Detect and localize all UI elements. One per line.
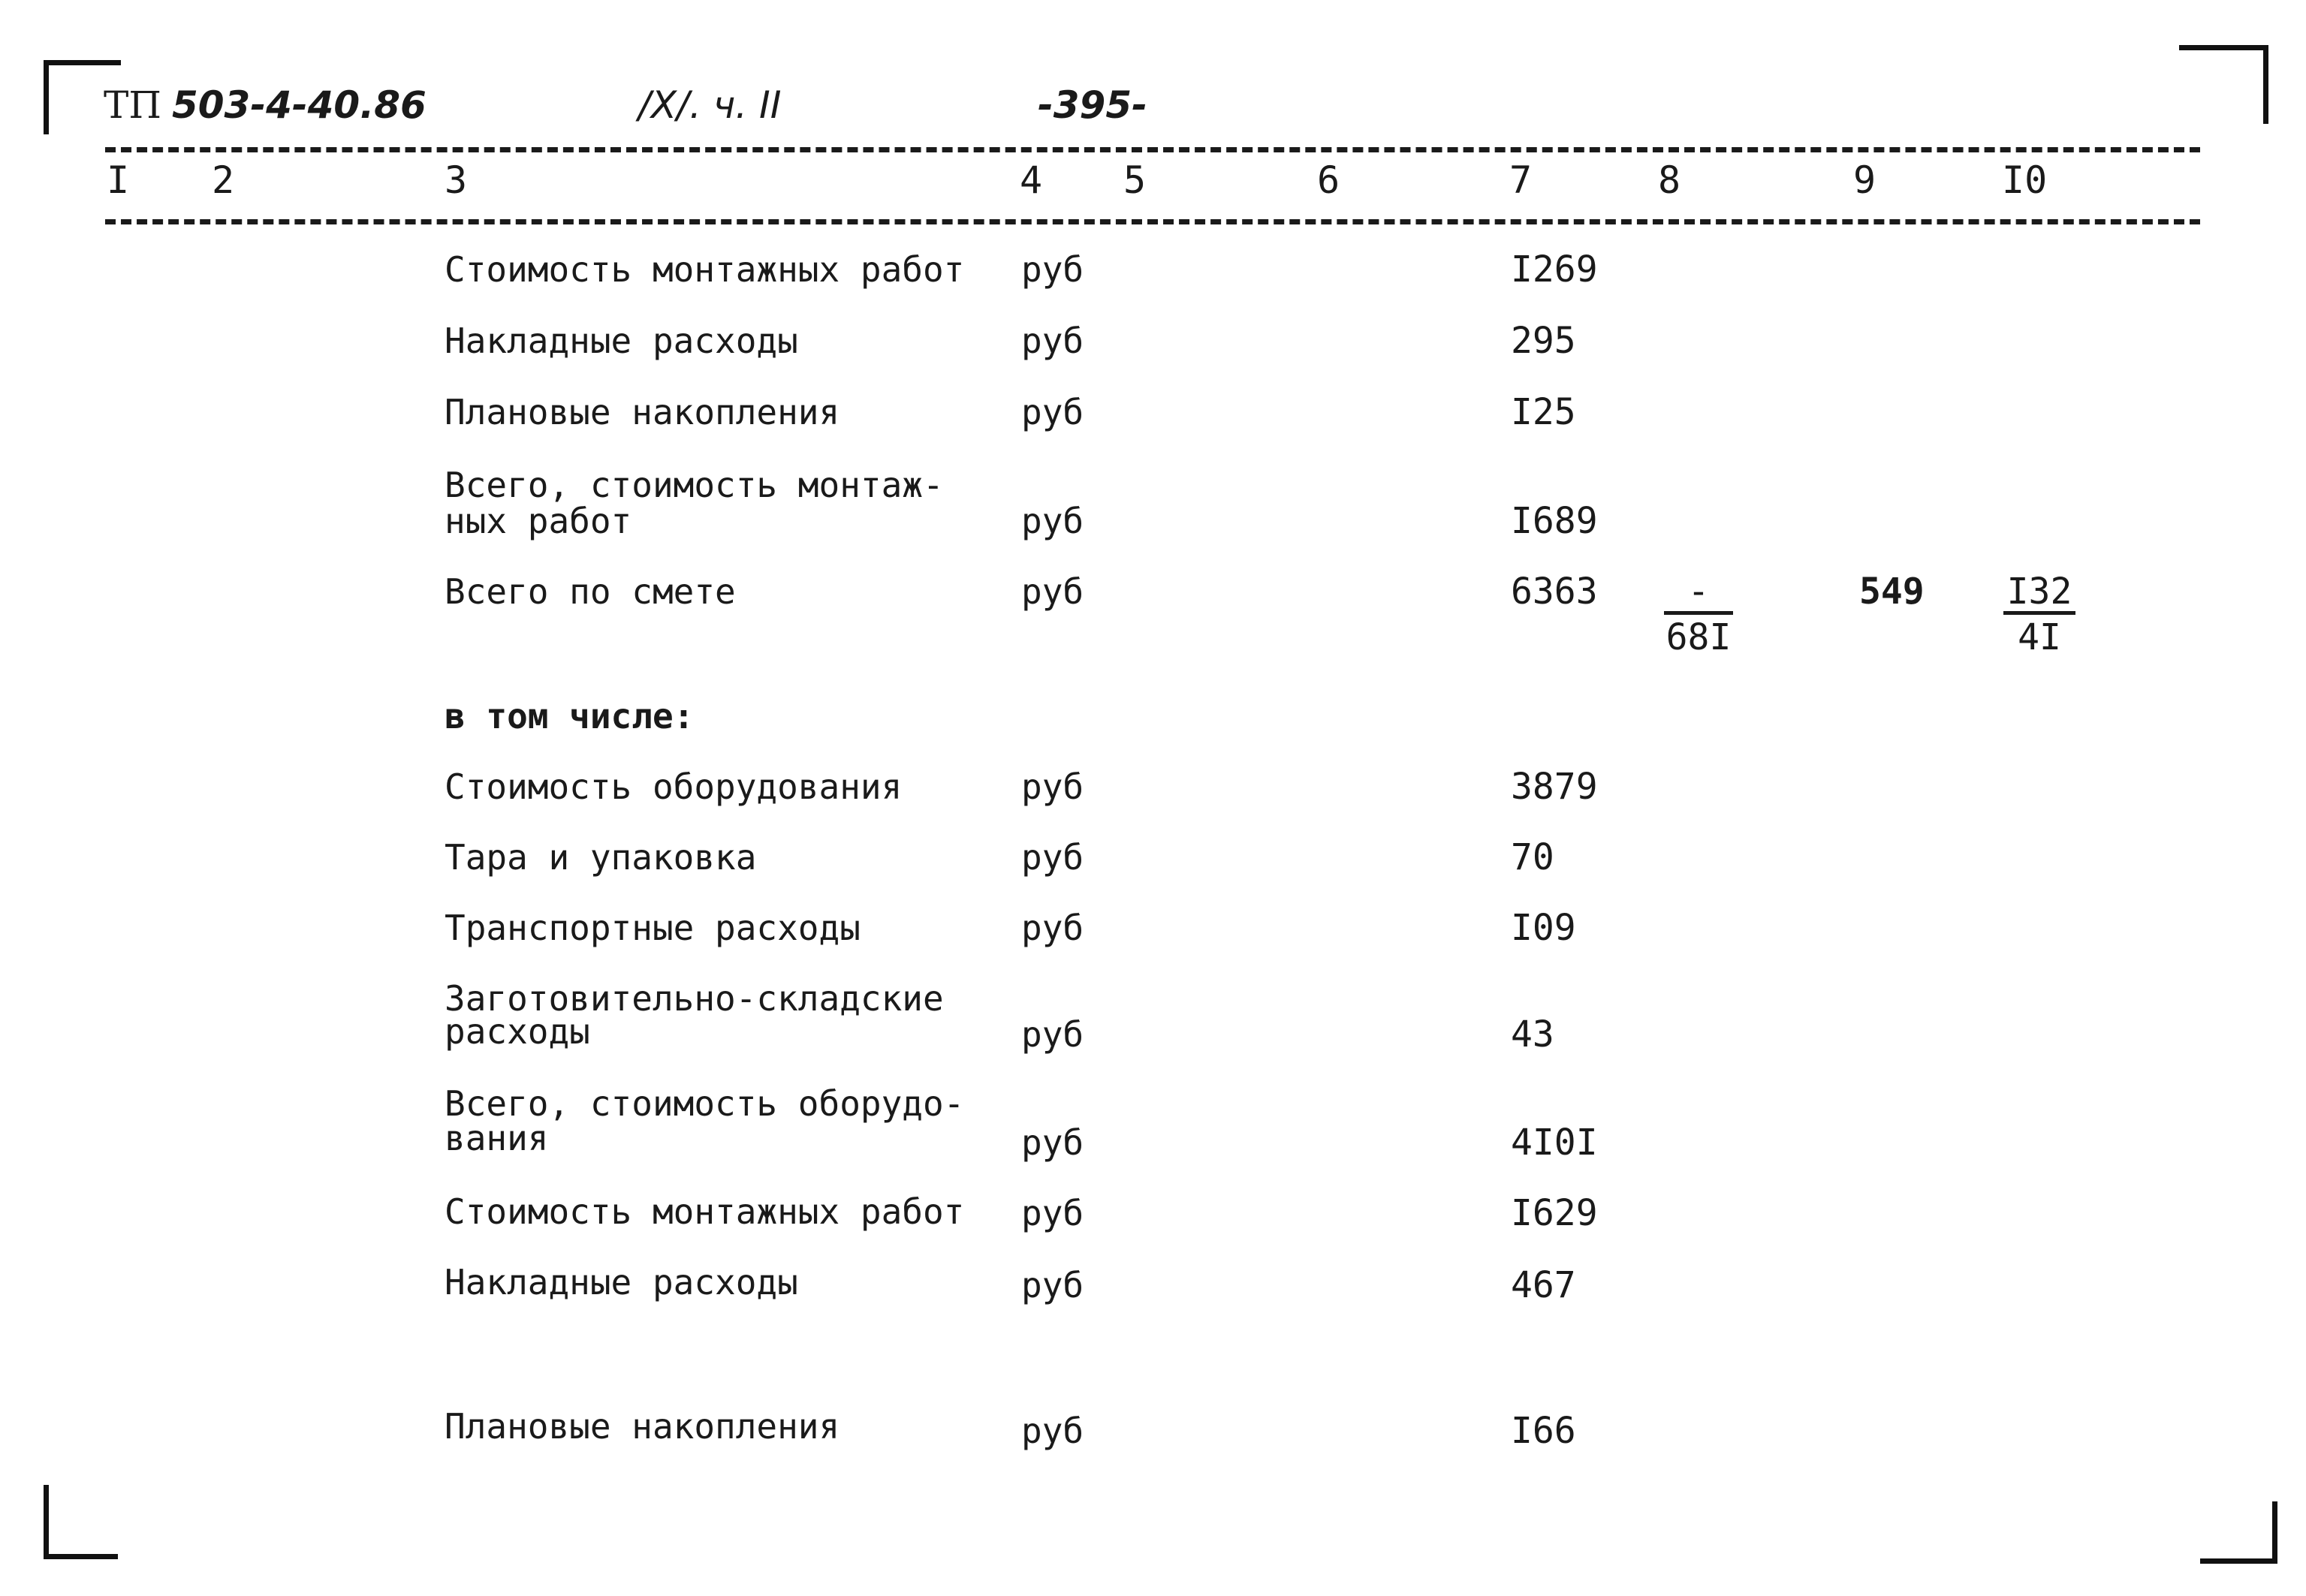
corner-mark-bottom-right	[2200, 1501, 2277, 1564]
row-unit: руб	[1021, 1193, 1084, 1233]
row-value: I689	[1511, 500, 1598, 542]
col10-numerator: I32	[2003, 574, 2075, 615]
header-dashed-rule	[105, 219, 2200, 224]
column-number-6: 6	[1317, 158, 1340, 202]
row-unit: руб	[1021, 321, 1084, 361]
doc-number: 503-4-40.86	[171, 83, 427, 127]
row-label: Стоимость монтажных работ	[445, 249, 965, 290]
row-label-line-2: вания	[445, 1118, 549, 1158]
corner-mark-top-right	[2179, 45, 2268, 124]
row-value: 295	[1511, 320, 1576, 362]
row-unit: руб	[1021, 1122, 1084, 1163]
col9-value: 549	[1859, 571, 1925, 613]
column-number-8: 8	[1658, 158, 1681, 202]
volume-label: /X/. ч. II	[638, 83, 782, 127]
column-number-5: 5	[1123, 158, 1147, 202]
row-label: Стоимость монтажных работ	[445, 1191, 965, 1232]
column-number-10: I0	[2002, 158, 2048, 202]
row-label: Плановые накопления	[445, 392, 840, 432]
row-unit: руб	[1021, 1265, 1084, 1305]
row-label: Накладные расходы	[445, 1262, 798, 1302]
row-label-line-1: Заготовительно-складские	[445, 978, 944, 1019]
column-number-2: 2	[212, 158, 235, 202]
col10-denominator: 4I	[2018, 616, 2061, 658]
row-label: Стоимость оборудования	[445, 766, 903, 807]
row-unit: руб	[1021, 392, 1084, 432]
column-number-4: 4	[1020, 158, 1043, 202]
col8-denominator: 68I	[1665, 616, 1732, 658]
row-value: 43	[1511, 1013, 1554, 1055]
column-number-9: 9	[1853, 158, 1876, 202]
column-number-7: 7	[1509, 158, 1533, 202]
row-value: I269	[1511, 248, 1598, 291]
row-unit: руб	[1021, 766, 1084, 807]
row-unit: руб	[1021, 571, 1084, 612]
row-unit: руб	[1021, 1411, 1084, 1451]
row-label-line-2: расходы	[445, 1011, 590, 1052]
document-code	[104, 83, 427, 128]
row-label: Транспортные расходы	[445, 908, 861, 948]
row-label-line-1: Всего, стоимость монтаж-	[445, 465, 944, 505]
column-number-1: I	[107, 158, 130, 202]
row-value: I66	[1511, 1410, 1576, 1452]
row-unit: руб	[1021, 501, 1084, 541]
row-unit: руб	[1021, 837, 1084, 878]
subsection-heading: в том числе:	[445, 696, 695, 736]
row-label-line-2: ных работ	[445, 501, 632, 541]
row-value: I09	[1511, 907, 1576, 949]
column-number-3: 3	[445, 158, 468, 202]
col8-numerator: -	[1664, 574, 1733, 615]
row-value: I25	[1511, 391, 1576, 433]
row-unit: руб	[1021, 1014, 1084, 1055]
row-value: I629	[1511, 1192, 1598, 1234]
row-value: 467	[1511, 1264, 1576, 1306]
row-label: Тара и упаковка	[445, 837, 757, 878]
doc-series: ТП	[104, 83, 161, 127]
col8-fraction	[1664, 571, 1733, 658]
row-label: Всего по смете	[445, 571, 736, 612]
col10-fraction	[2003, 571, 2075, 658]
row-value: 70	[1511, 836, 1554, 878]
top-dashed-rule	[105, 147, 2200, 152]
row-unit: руб	[1021, 908, 1084, 948]
row-value: 4I0I	[1511, 1122, 1598, 1164]
row-value: 6363	[1511, 571, 1598, 613]
row-value: 3879	[1511, 766, 1598, 808]
row-label-line-1: Всего, стоимость оборудо-	[445, 1083, 965, 1124]
row-unit: руб	[1021, 249, 1084, 290]
corner-mark-bottom-left	[44, 1485, 118, 1559]
page-number: -395-	[1038, 83, 1147, 127]
row-label: Плановые накопления	[445, 1406, 840, 1447]
row-label: Накладные расходы	[445, 321, 798, 361]
